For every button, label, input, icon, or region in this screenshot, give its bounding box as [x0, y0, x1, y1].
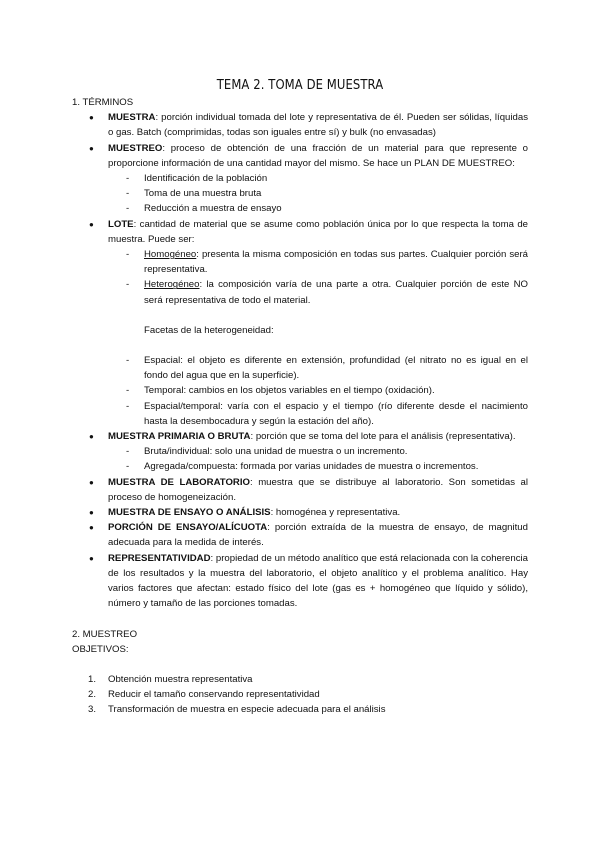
list-item: - Temporal: cambios en los objetos variables en el tiempo (oxidación).: [108, 383, 528, 398]
list-item: - Identificación de la población: [108, 171, 528, 186]
page-title: TEMA 2. TOMA DE MUESTRA: [216, 77, 384, 93]
list-item: - Espacial: el objeto es diferente en extensión, profundidad (el nitrato no es igual en el fondo del agua que en la superficie).: [108, 353, 528, 383]
term-label: MUESTRA PRIMARIA O BRUTA: [108, 431, 251, 443]
subterm-definition: : presenta la misma composición en todas sus partes. Cualquier porción será representativa.: [144, 249, 528, 276]
list-item: - Reducción a muestra de ensayo: [108, 201, 528, 216]
term-label: MUESTRA DE LABORATORIO: [108, 476, 250, 488]
item-number: 3.: [88, 704, 97, 716]
list-item: [108, 247, 528, 277]
spacer: [72, 657, 528, 672]
section-heading-muestreo: 2. MUESTREO: [72, 628, 138, 640]
facets-list: [108, 353, 528, 429]
term-label: MUESTRA: [108, 112, 156, 124]
list-item: - Toma de una muestra bruta: [108, 186, 528, 201]
term-definition: : muestra que se distribuye al laboratorio. Son sometidas al proceso de homogeneización.: [108, 476, 529, 503]
subterm-label: Heterogéneo: [144, 279, 200, 291]
plan-steps-list: [108, 171, 528, 217]
list-item: - Bruta/individual: solo una unidad de muestra o un incremento.: [108, 444, 528, 459]
objectives-label: OBJETIVOS:: [72, 643, 129, 655]
term-definition: : porción que se toma del lote para el análisis (representativa).: [250, 431, 516, 443]
term-label: MUESTREO: [108, 142, 163, 154]
term-muestra: [72, 110, 528, 140]
term-label: MUESTRA DE ENSAYO O ANÁLISIS: [108, 507, 271, 519]
term-porcion-ensayo: [72, 520, 528, 550]
term-definition: : propiedad de un método analítico que está relacionada con la coherencia de los resultados y la muestra del laboratorio, el objeto analítico y el problema analítico. Hay varios factores que afectan: estado físico del lote (gas es + homogéneo que líquido y sólido), número y tamaño de las porciones tomadas.: [108, 552, 528, 610]
term-definition: : porción individual tomada del lote y representativa de él. Pueden ser sólidas, líquidas o gas. Batch (comprimidas, todas son iguales entre sí) y bulk (no envasadas): [108, 112, 528, 139]
term-definition: : cantidad de material que se asume como población única por lo que respecta la toma de muestra. Puede ser:: [108, 218, 528, 245]
item-number: 1.: [88, 673, 97, 685]
list-item: - Agregada/compuesta: formada por varias unidades de muestra o incrementos.: [108, 459, 528, 474]
term-muestra-primaria: [72, 429, 528, 475]
term-definition: : proceso de obtención de una fracción de un material para que represente o proporcione información de una cantidad mayor del mismo. Se hace un PLAN DE MUESTREO:: [108, 142, 528, 169]
document-body: [72, 95, 528, 718]
term-definition: : homogénea y representativa.: [270, 507, 401, 519]
list-item: - Espacial/temporal: varía con el espacio y el tiempo (río diferente desde el nacimiento hasta la desembocadura y según la estación del año).: [108, 399, 528, 429]
facets-title: Facetas de la heterogeneidad:: [144, 324, 274, 336]
term-label: LOTE: [108, 218, 134, 230]
objectives-list: [72, 672, 528, 718]
primaria-types-list: [108, 444, 528, 474]
list-item: [72, 687, 528, 702]
term-lote: [72, 217, 528, 429]
term-label: REPRESENTATIVIDAD: [108, 552, 211, 564]
term-muestra-laboratorio: [72, 475, 528, 505]
item-number: 2.: [88, 689, 97, 701]
term-label: PORCIÓN DE ENSAYO/ALÍCUOTA: [108, 522, 268, 534]
term-muestreo: [72, 141, 528, 217]
list-item: [108, 277, 528, 307]
list-item: [72, 702, 528, 717]
terms-list: [72, 110, 528, 611]
term-muestra-ensayo: [72, 505, 528, 520]
subterm-definition: : la composición varía de una parte a otra. Cualquier porción de este NO será representativa de todo el material.: [144, 279, 528, 306]
section-heading-terminos: 1. TÉRMINOS: [72, 97, 134, 108]
item-text: Transformación de muestra en especie adecuada para el análisis: [108, 704, 386, 716]
list-item: [72, 672, 528, 687]
item-text: Obtención muestra representativa: [108, 673, 253, 685]
term-representatividad: [72, 551, 528, 612]
spacer: [72, 612, 528, 627]
subterm-label: Homogéneo: [144, 249, 197, 261]
item-text: Reducir el tamaño conservando representatividad: [108, 689, 320, 701]
term-definition: : porción extraída de la muestra de ensayo, de magnitud adecuada para la medida de interés.: [108, 522, 528, 549]
lote-types-list: [108, 247, 528, 308]
